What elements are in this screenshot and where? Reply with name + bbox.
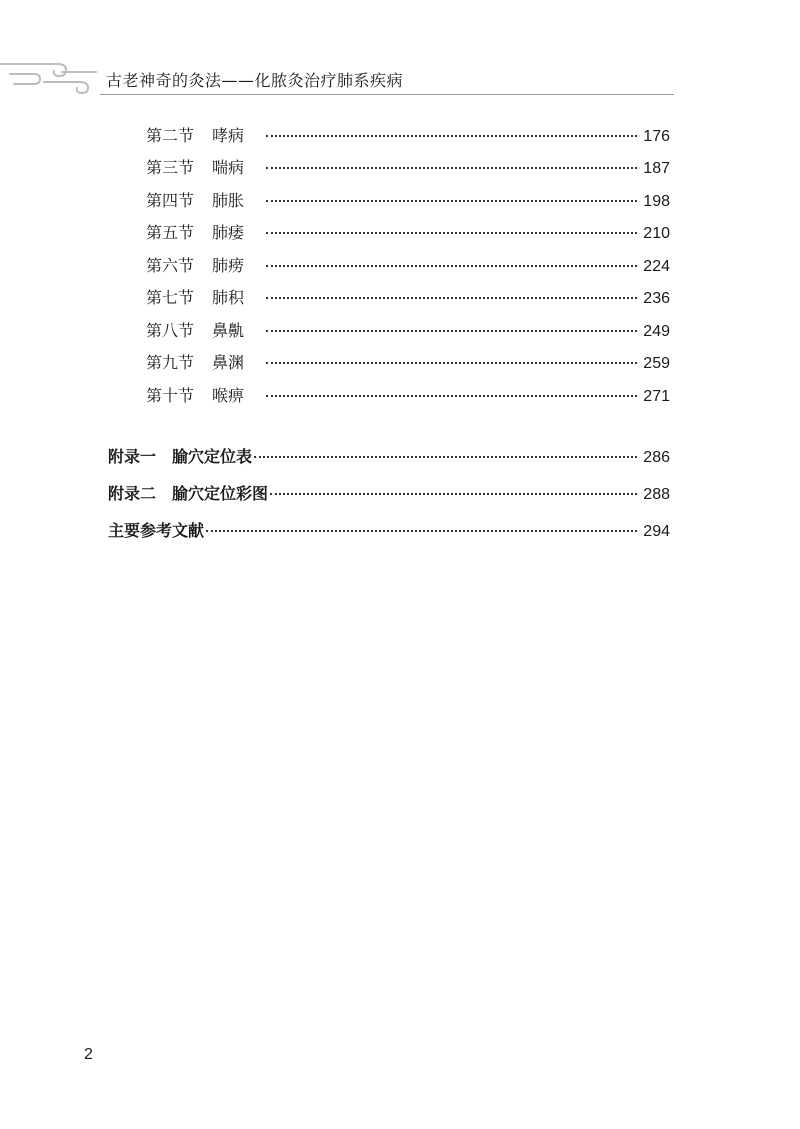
section-title: 肺痿	[212, 223, 245, 242]
section-number: 第六节	[146, 256, 195, 275]
section-number: 第二节	[146, 126, 195, 145]
page-number: 288	[643, 486, 670, 503]
dot-leader	[254, 456, 637, 458]
toc-entry[interactable]	[146, 351, 670, 375]
section-number: 第七节	[146, 288, 195, 307]
toc-entry[interactable]	[146, 286, 670, 310]
page-number: 249	[643, 323, 670, 340]
page-number: 187	[643, 160, 670, 177]
appendix-label: 附录一	[108, 447, 157, 466]
section-number: 第八节	[146, 321, 195, 340]
toc-entry[interactable]	[146, 384, 670, 408]
toc-entry[interactable]	[146, 156, 670, 180]
section-title: 哮病	[212, 126, 245, 145]
toc-appendix-entry[interactable]	[108, 482, 670, 506]
toc-appendix-entry[interactable]	[108, 445, 670, 469]
dot-leader	[266, 200, 637, 202]
page-number: 271	[643, 388, 670, 405]
dot-leader	[266, 330, 637, 332]
toc-entry[interactable]	[146, 221, 670, 245]
page-number: 176	[643, 128, 670, 145]
dot-leader	[266, 167, 637, 169]
section-title: 肺痨	[212, 256, 245, 275]
cloud-scroll-ornament-icon	[0, 52, 100, 97]
section-title: 肺胀	[212, 191, 245, 210]
dot-leader	[206, 530, 637, 532]
page-number: 259	[643, 355, 670, 372]
page-folio: 2	[84, 1046, 93, 1063]
page-number: 286	[643, 449, 670, 466]
references-title: 主要参考文献	[108, 521, 205, 540]
running-header-title: 古老神奇的灸法——化脓灸治疗肺系疾病	[106, 71, 404, 90]
running-header	[0, 52, 800, 102]
section-number: 第三节	[146, 158, 195, 177]
toc-entry[interactable]	[146, 189, 670, 213]
dot-leader	[270, 493, 637, 495]
dot-leader	[266, 362, 637, 364]
toc-entry[interactable]	[146, 319, 670, 343]
section-number: 第五节	[146, 223, 195, 242]
page-number: 224	[643, 258, 670, 275]
toc-references-entry[interactable]	[108, 519, 670, 543]
appendix-title: 腧穴定位彩图	[172, 484, 269, 503]
page-number: 198	[643, 193, 670, 210]
section-number: 第四节	[146, 191, 195, 210]
dot-leader	[266, 135, 637, 137]
page-number: 236	[643, 290, 670, 307]
section-title: 肺积	[212, 288, 245, 307]
page-number: 210	[643, 225, 670, 242]
toc-entry[interactable]	[146, 254, 670, 278]
section-number: 第十节	[146, 386, 195, 405]
appendix-label: 附录二	[108, 484, 157, 503]
dot-leader	[266, 297, 637, 299]
section-title: 鼻渊	[212, 353, 245, 372]
appendix-title: 腧穴定位表	[172, 447, 253, 466]
dot-leader	[266, 395, 637, 397]
section-title: 喘病	[212, 158, 245, 177]
dot-leader	[266, 265, 637, 267]
header-divider	[100, 94, 674, 95]
section-number: 第九节	[146, 353, 195, 372]
toc-entry[interactable]	[146, 124, 670, 148]
section-title: 喉痹	[212, 386, 245, 405]
dot-leader	[266, 232, 637, 234]
section-title: 鼻鼽	[212, 321, 245, 340]
page-number: 294	[643, 523, 670, 540]
